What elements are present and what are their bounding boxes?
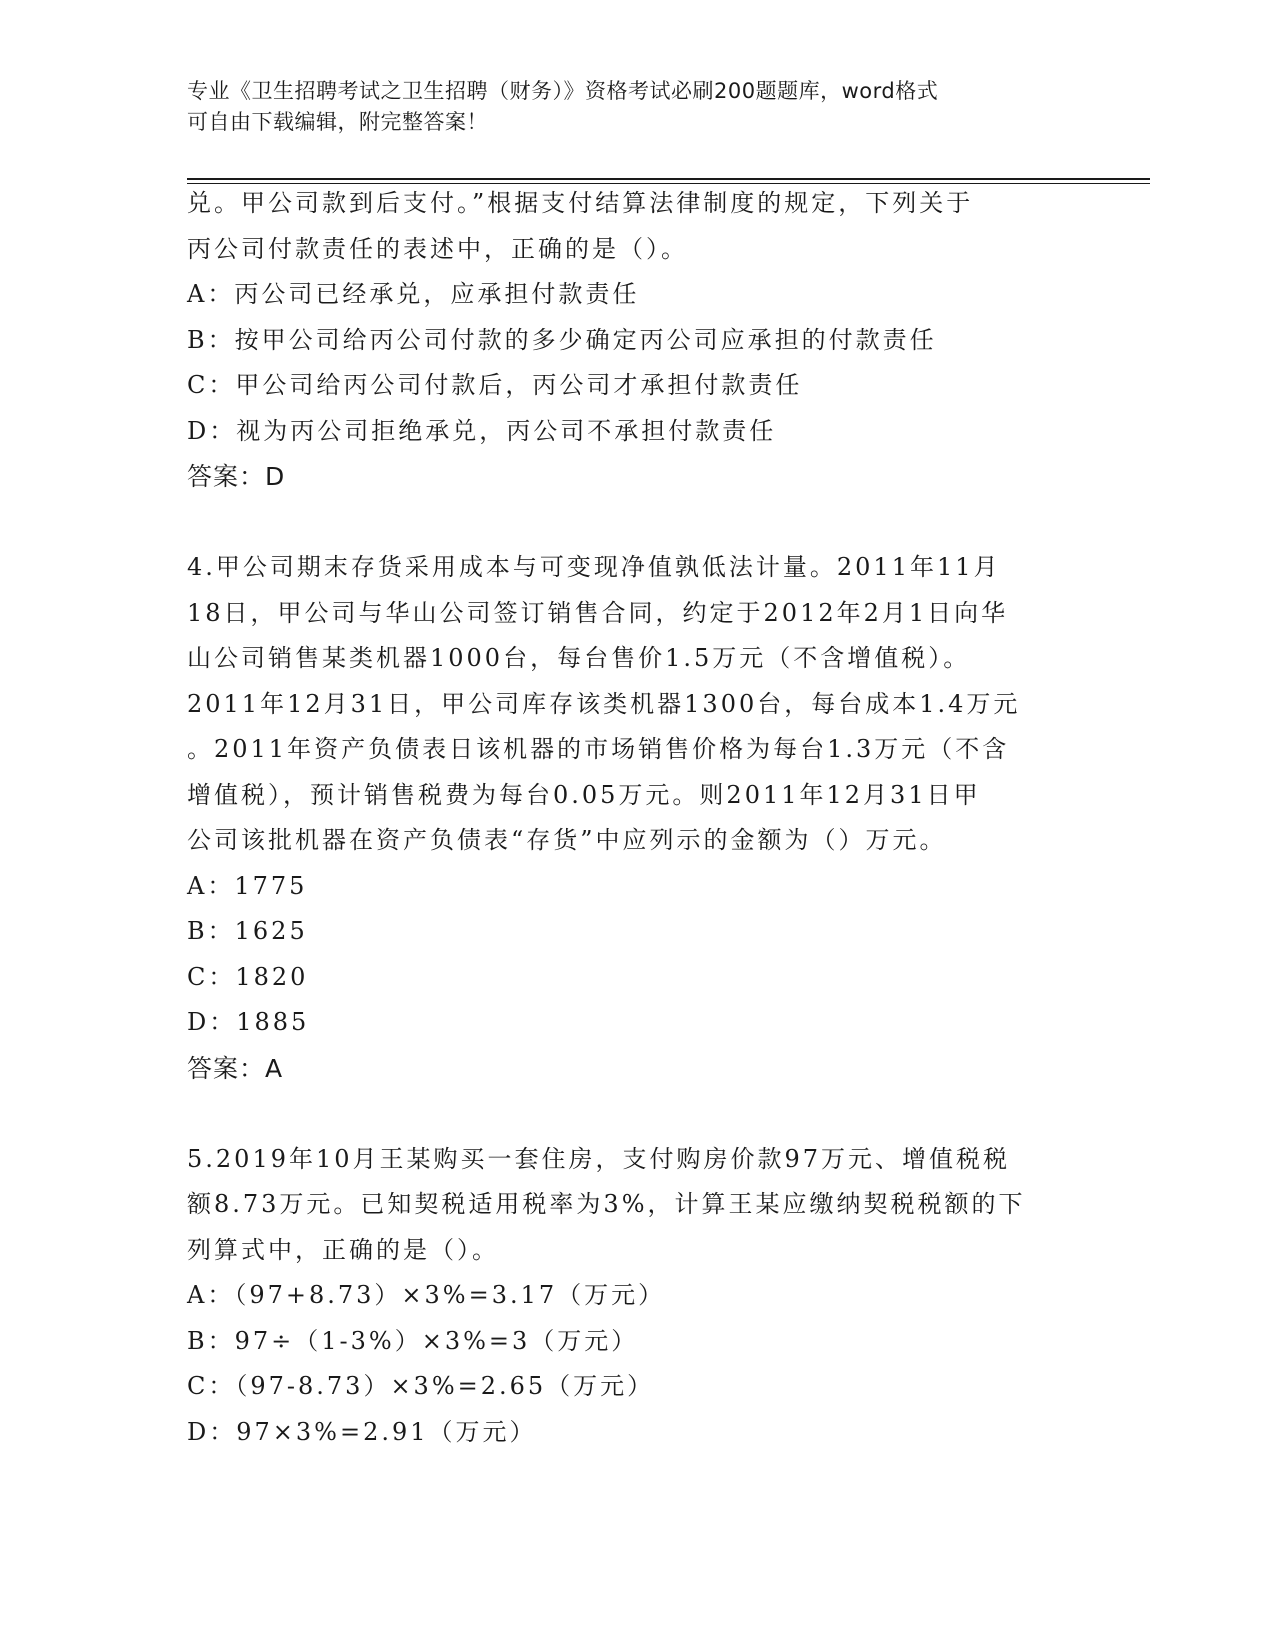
question-3-stem-line: 丙公司付款责任的表述中，正确的是（）。 [187, 234, 688, 263]
question-4-option-c: C：1820 [187, 962, 309, 991]
question-3 [187, 181, 1087, 500]
question-5-stem-line: 5.2019年10月王某购买一套住房，支付购房价款97万元、增值税税 [187, 1144, 1011, 1173]
question-4-option-b: B：1625 [187, 917, 308, 945]
question-5 [187, 1137, 1087, 1456]
question-5-option-a: A：（97+8.73）×3%=3.17（万元） [187, 1281, 666, 1309]
question-4-stem-line: 增值税），预计销售税费为每台0.05万元。则2011年12月31日甲 [187, 780, 981, 809]
question-3-option-a: A：丙公司已经承兑，应承担付款责任 [187, 280, 640, 308]
question-4-stem-line: 18日，甲公司与华山公司签订销售合同，约定于2012年2月1日向华 [187, 598, 1009, 627]
question-4-stem-line: 4.甲公司期末存货采用成本与可变现净值孰低法计量。2011年11月 [187, 553, 1001, 581]
page-header [187, 76, 1067, 138]
header-divider-thick [187, 178, 1150, 180]
question-4-stem-line: 山公司销售某类机器1000台，每台售价1.5万元（不含增值税）。 [187, 644, 971, 672]
question-5-option-b: B：97÷（1-3%）×3%=3（万元） [187, 1326, 639, 1355]
question-3-option-d: D：视为丙公司拒绝承兑，丙公司不承担付款责任 [187, 416, 777, 445]
question-3-stem-line: 兑。甲公司款到后支付。”根据支付结算法律制度的规定，下列关于 [187, 189, 974, 217]
question-5-option-c: C：（97-8.73）×3%=2.65（万元） [187, 1372, 655, 1400]
header-title-line-1: 专业《卫生招聘考试之卫生招聘（财务）》资格考试必刷200题题库，word格式 [187, 79, 939, 103]
question-4-answer: 答案：A [187, 1053, 284, 1083]
question-4-option-a: A：1775 [187, 871, 308, 900]
document-body [187, 181, 1087, 1455]
question-5-option-d: D：97×3%=2.91（万元） [187, 1417, 537, 1446]
question-3-option-c: C：甲公司给丙公司付款后，丙公司才承担付款责任 [187, 371, 803, 399]
header-title-line-2: 可自由下载编辑，附完整答案！ [187, 110, 488, 134]
question-4-stem-line: 公司该批机器在资产负债表“存货”中应列示的金额为（）万元。 [187, 826, 947, 854]
question-5-stem-line: 列算式中，正确的是（）。 [187, 1235, 499, 1264]
question-3-option-b: B：按甲公司给丙公司付款的多少确定丙公司应承担的付款责任 [187, 325, 937, 354]
question-3-answer: 答案：D [187, 462, 286, 491]
question-4-stem-line: 2011年12月31日，甲公司库存该类机器1300台，每台成本1.4万元 [187, 689, 1021, 718]
spacer [187, 1091, 1087, 1137]
question-4-stem-line: 。2011年资产负债表日该机器的市场销售价格为每台1.3万元（不含 [187, 735, 1010, 763]
question-4-option-d: D：1885 [187, 1008, 310, 1036]
spacer [187, 500, 1087, 546]
question-5-stem-line: 额8.73万元。已知契税适用税率为3%，计算王某应缴纳契税税额的下 [187, 1190, 1026, 1218]
question-4 [187, 545, 1087, 1091]
